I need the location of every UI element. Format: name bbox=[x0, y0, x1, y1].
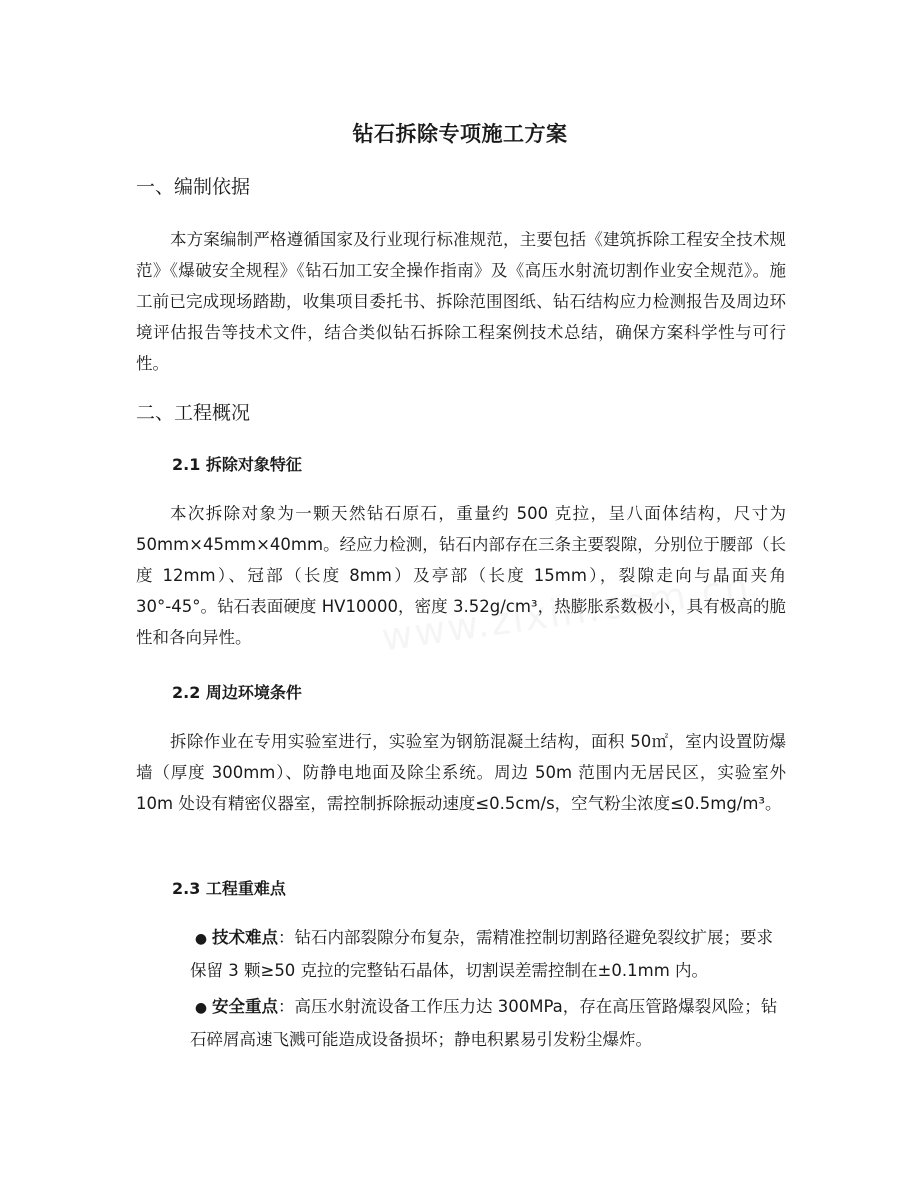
bullet-text: ：高压水射流设备工作压力达 300MPa，存在高压管路爆裂风险；钻石碎屑高速飞溅可能造成设备损坏；静电积累易引发粉尘爆炸。 bbox=[190, 997, 778, 1049]
bullet-text: ：钻石内部裂隙分布复杂，需精准控制切割路径避免裂纹扩展；要求保留 3 颗≥50 克拉的完整钻石晶体，切割误差需控制在±0.1mm 内。 bbox=[190, 928, 773, 980]
subsection-heading-environment: 2.2 周边环境条件 bbox=[172, 683, 302, 702]
subsection-paragraph-object-features: 本次拆除对象为一颗天然钻石原石，重量约 500 克拉，呈八面体结构，尺寸为 50mm×45mm×40mm。经应力检测，钻石内部存在三条主要裂隙，分别位于腰部（长度 12mm）、冠部（长度 8mm）及亭部（长度 15mm），裂隙走向与晶面夹角 30°-45°。钻石表面硬度 HV10000，密度 3.52g/cm³，热膨胀系数极小，具有极高的脆性和各向异性。 bbox=[136, 504, 786, 647]
bullet-dot-icon: ● bbox=[194, 931, 208, 947]
list-item bbox=[190, 922, 786, 986]
section-heading-basis: 一、编制依据 bbox=[136, 176, 251, 198]
bullet-dot-icon: ● bbox=[194, 1000, 208, 1016]
subsection-heading-key-points: 2.3 工程重难点 bbox=[172, 879, 286, 898]
bullet-label: 技术难点 bbox=[212, 928, 278, 947]
document-title: 钻石拆除专项施工方案 bbox=[352, 122, 568, 146]
list-item bbox=[190, 991, 786, 1055]
key-points-list bbox=[190, 922, 786, 1060]
subsection-heading-object-features: 2.1 拆除对象特征 bbox=[172, 455, 302, 474]
subsection-paragraph-environment: 拆除作业在专用实验室进行，实验室为钢筋混凝土结构，面积 50㎡，室内设置防爆墙（厚度 300mm）、防静电地面及除尘系统。周边 50m 范围内无居民区，实验室外 10m 处设有精密仪器室，需控制拆除振动速度≤0.5cm/s，空气粉尘浓度≤0.5mg/m³。 bbox=[136, 732, 786, 813]
section-heading-overview: 二、工程概况 bbox=[136, 402, 251, 424]
bullet-label: 安全重点 bbox=[212, 997, 278, 1016]
section-paragraph-basis: 本方案编制严格遵循国家及行业现行标准规范，主要包括《建筑拆除工程安全技术规范》《爆破安全规程》《钻石加工安全操作指南》及《高压水射流切割作业安全规范》。施工前已完成现场踏勘，收集项目委托书、拆除范围图纸、钻石结构应力检测报告及周边环境评估报告等技术文件，结合类似钻石拆除工程案例技术总结，确保方案科学性与可行性。 bbox=[136, 230, 786, 373]
